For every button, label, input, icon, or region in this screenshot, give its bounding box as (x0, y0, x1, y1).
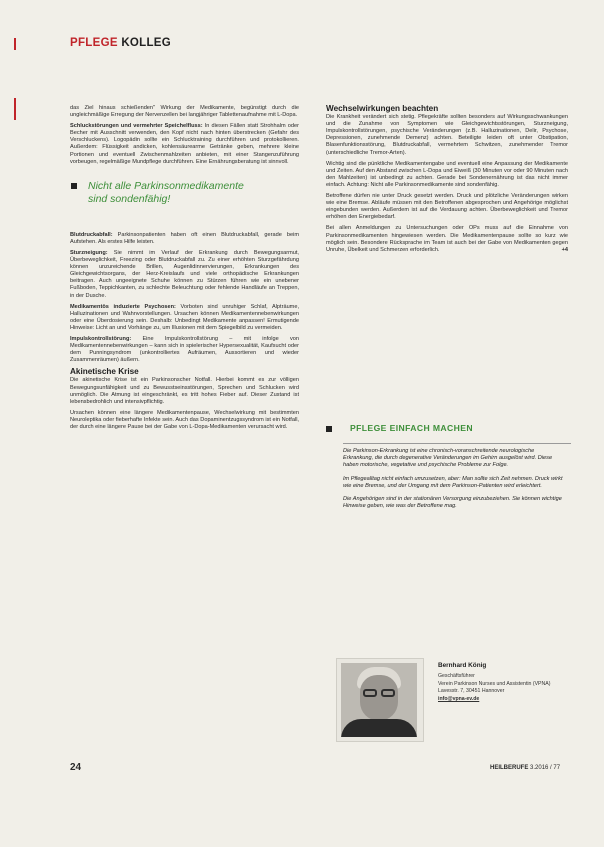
swallow-paragraph (70, 123, 299, 166)
info-box-header (326, 423, 568, 437)
interactions-paragraph-3: Betroffene dürfen nie unter Druck gesetzt werden. Druck und plötzliche Veränderungen wirken wie eine Bremse. Abläufe müssen mit den Betroffenen abgesprochen und Angehörige möglichst eingebunden werden. Außerdem ist auf die Verdauung achten. Überbeweglichkeit und Tremor erhöhen den Energiebedarf. (326, 193, 568, 221)
crisis-paragraph-1: Die akinetische Krise ist ein Parkinsonscher Notfall. Hierbei kommt es zur völligen Bewegungsunfähigkeit und zu Bewusstseinsstörungen, Sprechen und Schlucken wird unmöglich. Die Atmung ist eingeschränkt, es tritt hohes Fieber auf. Dieser Zustand ist lebensbedrohlich und intensivpflichtig. (70, 377, 299, 405)
crisis-heading: Akinetische Krise (70, 367, 139, 377)
interactions-text-4: Bei allen Anmeldungen zu Untersuchungen oder OPs muss auf die Einnahme von Parkinsonmedikamenten hingewiesen werden. Die Medikamentenpause sollte so kurz wie möglich sein. Besondere Rücksprache im Team ist auch bei der Gabe von Medikamenten gegen Unruhe, Übelkeit und Schmerzen erforderlich. (326, 225, 568, 253)
square-bullet-icon (326, 426, 332, 432)
psychosis-paragraph (70, 304, 299, 332)
pull-quote (70, 180, 299, 210)
section-name-black: KOLLEG (121, 37, 172, 49)
interactions-paragraph-4 (326, 225, 568, 253)
author-email[interactable]: info@vpna-ev.de (438, 695, 480, 702)
psychosis-text: Vorboten sind unruhiger Schlaf, Alpträume, Halluzinationen und Wahnvorstellungen. Ursachen können Medikamentennebenwirkungen oder eine Überdosierung sein. Deshalb: Unbedingt Medikamente anpassen! Ermutigende Hinweise: Licht an und Vorhänge zu, um Illusionen mit dem Spiegelbild zu vermeiden. (70, 303, 300, 331)
footer-magazine (490, 765, 560, 771)
section-header (70, 37, 171, 49)
issue-info: 3.2016 / 77 (530, 765, 561, 771)
info-box (343, 448, 565, 516)
author-address: Lavesstr. 7, 30451 Hannover (438, 688, 505, 695)
interactions-paragraph-1: Die Krankheit verändert sich stetig. Pflegekräfte sollten besonders auf Wirkungsschwankungen und die Zunahme von Symptomen wie Gleichgewichtsstörungen, Sturzneigung, Impulskontrollstörungen, psychische Veränderungen (z.B. Halluzinationen, Delir, Psychose, Depressionen, zunehmende Demenz) achten. Beteiligte leiden oft unter Obstipation, Blasenfunktionsstörung, Blutdruckabfall, vermehrtem Schwitzen, zunehmender Tremor (unterschiedliche Tremor-Arten). (326, 114, 568, 156)
impulse-lead: Impulskontrollstörung: (70, 335, 132, 342)
author-organization: Verein Parkinson Nurses und Assistentin (VPNA) (438, 680, 551, 687)
left-column (70, 105, 299, 435)
author-name: Bernhard König (438, 662, 487, 669)
swallow-text: In diesen Fällen statt Strohhalm oder Becher mit Ausschnitt verwenden, den Kopf nicht nach hinten überstrecken (Gefahr des Verschluckens). Logopädin sollte ein Schlucktraining durchführen und protokollieren. Außerdem: Flüssigkeit andicken, kohlensäurearme Getränke geben, mehrere kleine Portionen und eventuell Zwischenmahlzeiten anbieten, mit einer Stangenzuführung vorbeugen, regelmäßige Mundpflege durchführen. Eine Ernährungsberatung ist sinnvoll. (70, 123, 299, 165)
info-box-paragraph-3: Die Angehörigen sind in der stationären Versorgung einzubeziehen. Sie können wichtige Hinweise geben, wie was der Betroffene mag. (343, 496, 562, 510)
author-photo (341, 663, 417, 737)
margin-mark-middle (14, 98, 16, 120)
fall-lead: Sturzneigung: (70, 249, 108, 256)
crisis-paragraph-2: Ursachen können eine längere Medikamentenpause, Wechselwirkung mit bestimmten Neuroleptika oder fieberhafte Infekte sein. Auch das Dopaminentzugssyndrom ist ein Notfall, der durch eine längere Pause bei der Gabe von L-Dopa-Medikamenten verursacht wird. (70, 409, 299, 430)
info-box-title: PFLEGE EINFACH MACHEN (350, 423, 473, 433)
psychosis-lead: Medikamentös induzierte Psychosen: (70, 303, 176, 310)
fall-text: Sie nimmt im Verlauf der Erkrankung durch Bewegungsarmut, Überbeweglichkeit, Freezing oder Blutdruckabfall zu. Zu einer erhöhten Sturzgefährdung können unzureichende Brillen, Augenlidinnervierungen, Erkrankungen des Gleichgewichtsorgans, der Herz-Kreislaufs und viele orthopädische Erkrankungen beitragen. Auch ungeeignete Schuhe können zu Stürzen führen wie ein unebener Fußboden, Teppichkanten, zu schlechte Beleuchtung oder fehlende Handläufe an Treppen, in der Dusche. (70, 249, 299, 299)
author-info (438, 662, 572, 703)
impulse-text: Eine Impulskontrollstörung – mit infolge von Medikamentennebenwirkungen – kann sich in spielerischer Hypersexualität, Kaufsucht oder dem Punningsyndrom (unkontrolliertes Aufräumen, Aussortieren und wieder Zusammenräumen) äußern. (70, 335, 300, 364)
glasses-icon (361, 689, 397, 697)
info-box-paragraph-2: Im Pflegealltag nicht einfach umzusetzen, aber: Man sollte sich Zeit nehmen. Druck wirkt wie eine Bremse, und der Umgang mit dem Parkinson-Patienten wird erleichtert. (343, 475, 563, 489)
margin-mark-top (14, 38, 16, 50)
impulse-paragraph (70, 336, 299, 364)
square-bullet-icon (71, 183, 77, 189)
author-photo-frame (336, 658, 424, 742)
page-number: 24 (70, 762, 82, 773)
swallow-lead: Schluckstörungen und vermehrter Speichelfluss: (70, 123, 203, 130)
right-column (326, 105, 568, 258)
pull-quote-text: Nicht alle Parkinsonmedikamente sind sondenfähig! (88, 179, 244, 205)
interactions-heading: Wechselwirkungen beachten (326, 104, 439, 113)
author-role: Geschäftsführer (438, 673, 475, 680)
article-end-mark: +4 (561, 246, 568, 253)
info-box-paragraph-1: Die Parkinson-Erkrankung ist eine chronisch-voranschreitende neurologische Erkrankung, die durch degenerative Veränderungen im Gehirn ausgelöst wird. Diese haben motorische, vegetative und psychische Probleme zur Folge. (343, 448, 553, 469)
info-box-divider (343, 443, 571, 444)
interactions-paragraph-2: Wichtig sind die pünktliche Medikamentengabe und eventuell eine Anpassung der Medikamente und Zeiten. Auf den Abstand zwischen L-Dopa und Eiweiß (30 Minuten vor oder 90 Minuten nach den Mahlzeiten) ist unbedingt zu achten. Gerade bei Sondenernährung ist das nicht immer einfach. Achtung: Nicht alle Parkinsonmedikamente sind sondenfähig. (326, 160, 568, 188)
section-name-red: PFLEGE (70, 37, 118, 49)
magazine-name: HEILBERUFE (490, 765, 529, 771)
pressure-paragraph (70, 232, 299, 246)
fall-paragraph (70, 250, 299, 300)
author-box (336, 650, 572, 742)
pressure-text: Parkinsonpatienten haben oft einen Blutdruckabfall, gerade beim Aufstehen. Als erstes Hilfe leisten. (70, 231, 299, 245)
intro-paragraph: das Ziel hinaus schießenden" Wirkung der Medikamente, begünstigt durch die ungleichmäßige Erregung der Nervenzellen bei langjähriger Tablettenaufnahme mit L-Dopa. (70, 105, 299, 119)
pressure-lead: Blutdruckabfall: (70, 231, 113, 238)
